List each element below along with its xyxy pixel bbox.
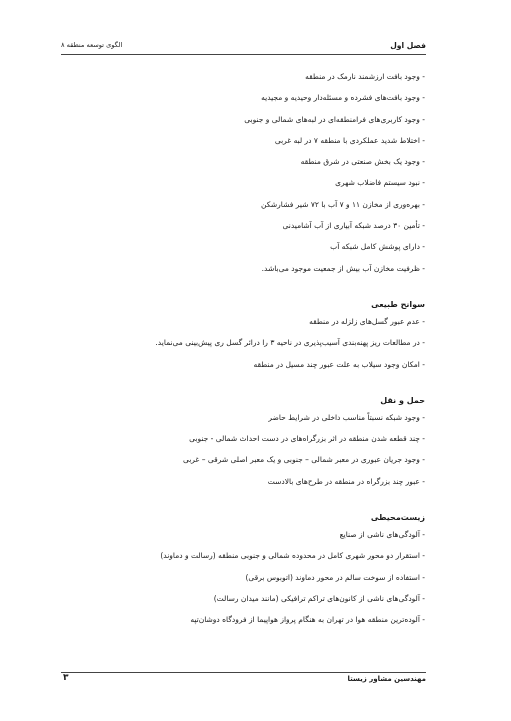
list-item: - امکان وجود سیلاب به علت عبور چند مسیل در منطقه bbox=[253, 359, 425, 369]
list-item: - بهره‌وری از مخازن ۱۱ و ۷ آب با ۷۲ شیر فشارشکن bbox=[261, 199, 425, 209]
list-item: - عبور چند بزرگراه در منطقه در طرح‌های بالادست bbox=[267, 476, 425, 486]
list-item: - آلودگی‌های ناشی از صنایع bbox=[339, 530, 425, 540]
section-title-natural-hazards: سوانح طبیعی bbox=[371, 299, 425, 309]
page-number: ۳ bbox=[63, 673, 69, 683]
list-item: - وجود شبکه نسبتاً مناسب داخلی در شرایط حاضر bbox=[268, 412, 425, 422]
list-item: - استفاده از سوخت سالم در محور دماوند (اتوبوس برقی) bbox=[245, 572, 425, 582]
list-item: - تأمین ۳۰ درصد شبکه آبیاری از آب آشامیدنی bbox=[282, 221, 425, 231]
document-title: الگوی توسعه منطقه ۸ bbox=[61, 41, 123, 49]
list-item: - چند قطعه شدن منطقه در اثر بزرگراه‌های در دست احداث شمالی - جنوبی bbox=[189, 434, 425, 444]
list-item: - وجود بافت‌های فشرده و مسئله‌دار وحیدیه و مجیدیه bbox=[261, 93, 425, 103]
section-2-list bbox=[61, 407, 425, 492]
list-item: - دارای پوشش کامل شبکه آب bbox=[330, 242, 425, 252]
list-item: - وجود یک بخش صنعتی در شرق منطقه bbox=[300, 157, 425, 167]
list-item: - آلوده‌ترین منطقه هوا در تهران به هنگام پرواز هواپیما از فرودگاه دوشان‌تپه bbox=[190, 615, 425, 625]
list-item: - در مطالعات ریز پهنه‌بندی آسیب‌پذیری در ناحیه ۳ را درائر گسل ری پیش‌بینی می‌نماید. bbox=[155, 338, 425, 348]
list-item: - ظرفیت مخازن آب بیش از جمعیت موجود می‌باشد. bbox=[261, 263, 425, 273]
list-item: - وجود بافت ارزشمند نارمک در منطقه bbox=[305, 72, 425, 81]
section-1-list bbox=[61, 311, 425, 375]
section-0-list bbox=[61, 66, 425, 279]
section-title-environmental: زیست‌محیطی bbox=[370, 513, 425, 523]
section-3-list bbox=[61, 524, 425, 630]
list-item: - وجود جریان عبوری در معبر شمالی – جنوبی و یک معبر اصلی شرقی – غربی bbox=[182, 455, 425, 465]
list-item: - وجود کاربری‌های فرامنطقه‌ای در لبه‌های شمالی و جنوبی bbox=[244, 114, 425, 124]
section-title-transportation: حمل و نقل bbox=[380, 395, 425, 405]
list-item: - اختلاط شدید عملکردی با منطقه ۷ در لبه غربی bbox=[274, 135, 425, 145]
list-item: - نبود سیستم فاضلاب شهری bbox=[335, 178, 425, 188]
page-footer bbox=[61, 672, 426, 687]
company-name: مهندسین مشاور زیستا bbox=[347, 675, 426, 683]
list-item: - استقرار دو محور شهری کامل در محدوده شمالی و جنوبی منطقه (رسالت و دماوند) bbox=[160, 551, 425, 561]
page-header bbox=[61, 40, 426, 55]
list-item: - آلودگی‌های ناشی از کانون‌های تراکم ترافیکی (مانند میدان رسالت) bbox=[213, 593, 425, 603]
list-item: - عدم عبور گسل‌های زلزله در منطقه bbox=[309, 316, 425, 326]
page-content bbox=[61, 66, 425, 631]
chapter-label: فصل اول bbox=[390, 41, 426, 50]
